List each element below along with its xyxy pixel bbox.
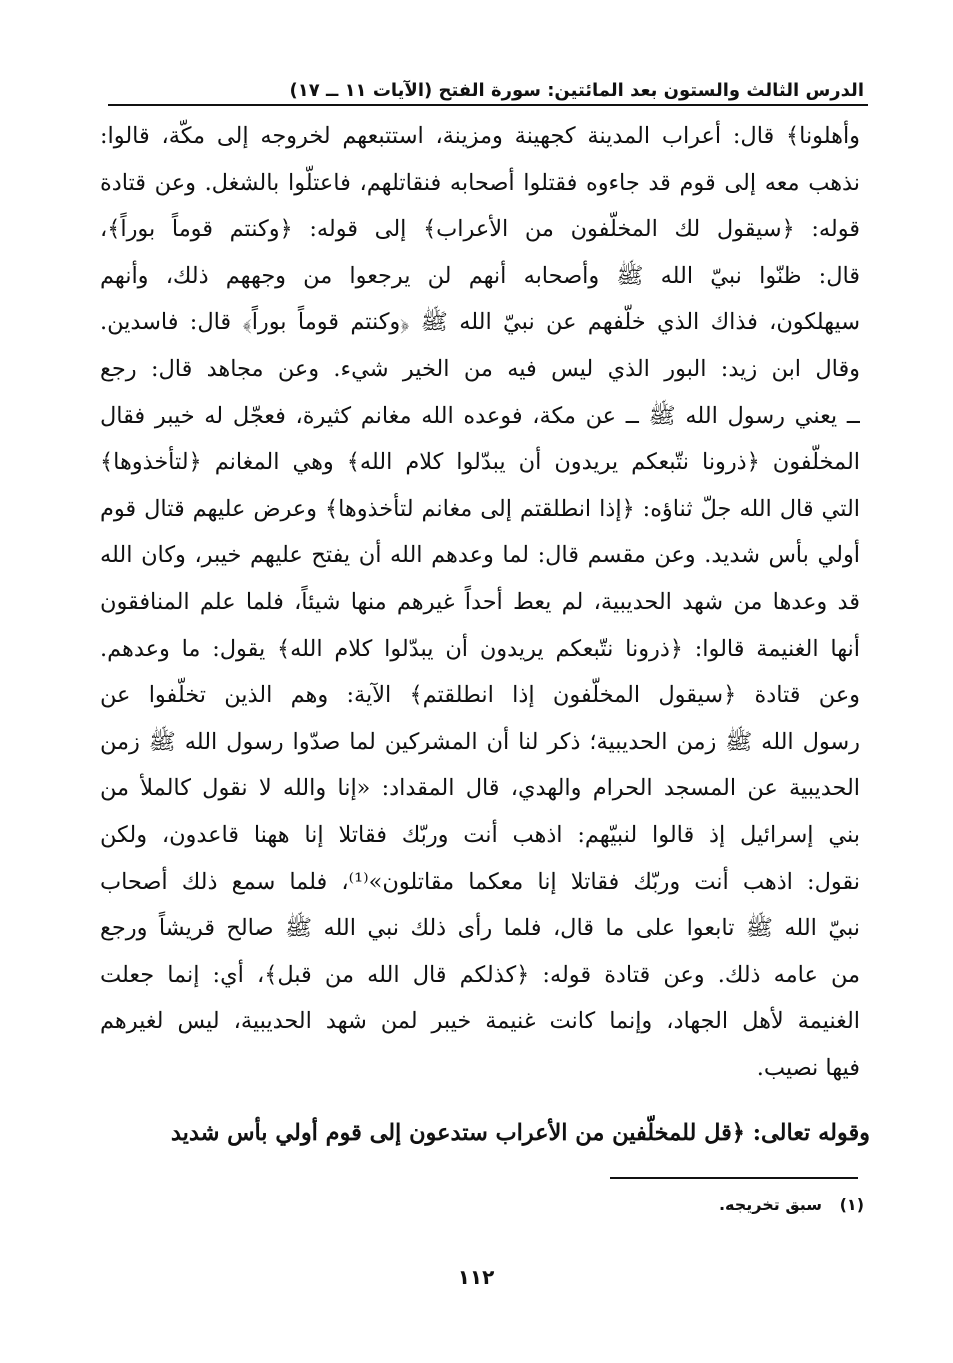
text-line-6: وقال ابن زيد: البور الذي ليس فيه من الخير شيء. وعن مجاهد قال: رجع	[100, 355, 860, 382]
text-line-1: وأهلونا﴾ قال: أعراب المدينة كجهينة ومزينة، استتبعهم لخروجه إلى مكّة، قالوا:	[100, 123, 860, 149]
text-line-3: قوله: ﴿سيقول لك المخلّفون من الأعراب﴾ إلى قوله: ﴿وكنتم قوماً بوراً﴾،	[100, 216, 860, 243]
text-line-14: رسول الله ﷺ زمن الحديبية؛ ذكر لنا أن المشركين لما صدّوا رسول الله ﷺ زمن	[100, 728, 860, 755]
text-line-13: وعن قتادة ﴿سيقول المخلّفون إذا انطلقتم﴾ الآية: وهم الذين تخلّفوا عن	[100, 682, 860, 709]
running-header: الدرس الثالث والستون بعد المائتين: سورة الفتح (الآيات ١١ ــ ١٧)	[289, 80, 864, 101]
text-line-2: نذهب معه إلى قوم قد جاءوه فقتلوا أصحابه فنقاتلهم، فاعتلّوا بالشغل. وعن قتادة	[100, 169, 860, 196]
text-line-19: من عامه ذلك. وعن قتادة قوله: ﴿كذلكم قال الله من قبل﴾، أي: إنما جعلت	[100, 961, 860, 988]
header-rule	[108, 104, 868, 106]
text-line-12: أنها الغنيمة قالوا: ﴿ذرونا نتّبعكم يريدون أن يبدّلوا كلام الله﴾ يقول: ما وعدهم.	[100, 635, 860, 662]
text-line-20: الغنيمة لأهل الجهاد، وإنما كانت غنيمة خيبر لمن شهد الحديبية، ليس لغيرهم	[100, 1008, 860, 1035]
verse-heading-line: وقوله تعالى: ﴿قل للمخلّفين من الأعراب ستدعون إلى قوم أولي بأس شديد	[170, 1120, 870, 1146]
text-line-16: بني إسرائيل إذ قالوا لنبيّهم: اذهب أنت وربّك فقاتلا إنا ههنا قاعدون، ولكن	[100, 821, 860, 848]
text-line-10: أولي بأس شديد. وعن مقسم قال: لما وعدهم الله أن يفتح عليهم خيبر، وكان الله	[100, 542, 860, 569]
text-line-9: التي قال الله جلّ ثناؤه: ﴿إذا انطلقتم إلى مغانم لتأخذوها﴾ وعرض عليهم قتال قوم	[100, 495, 860, 522]
page-number: ١١٢	[457, 1265, 495, 1289]
footnote-number: (١)	[839, 1195, 864, 1214]
body-text	[100, 113, 860, 1091]
footnote-rule	[610, 1177, 858, 1179]
text-line-15: الحديبية عن المسجد الحرام والهدي، قال المقداد: «إنا والله لا نقول كالملأ من	[100, 775, 860, 802]
text-line-7: ــ يعني رسول الله ﷺ ــ عن مكة، فوعده الله مغانم كثيرة، فعجّل له خيبر فقال	[100, 402, 860, 429]
text-line-11: قد وعدها من شهد الحديبية، لم يعط أحداً غيرهم منها شيئاً، فلما علم المنافقون	[100, 588, 860, 615]
text-line-17: نقول: اذهب أنت وربّك فقاتلا إنا معكما مقاتلون»⁽¹⁾، فلما سمع ذلك أصحاب	[100, 868, 860, 895]
text-line-18: نبيّ الله ﷺ تابعوا على ما قال، فلما رأى ذلك نبي الله ﷺ صالح قريشاً ورجع	[100, 915, 860, 942]
text-line-5: سيهلكون، فذاك الذي خلّفهم عن نبيّ الله ﷺ ﴿وكنتم قوماً بوراً﴾ قال: فاسدين.	[100, 309, 860, 336]
footnote	[500, 1194, 864, 1216]
footnote-text: سبق تخريجه.	[718, 1195, 823, 1214]
text-line-4: قال: ظنّوا نبيّ الله ﷺ وأصحابه أنهم لن يرجعوا من وجههم ذلك، وأنهم	[100, 262, 860, 289]
text-line-21: فيها نصيب.	[756, 1054, 860, 1081]
text-line-8: المخلّفون ﴿ذرونا نتّبعكم يريدون أن يبدّلوا كلام الله﴾ وهي المغانم ﴿لتأخذوها﴾	[100, 449, 860, 476]
